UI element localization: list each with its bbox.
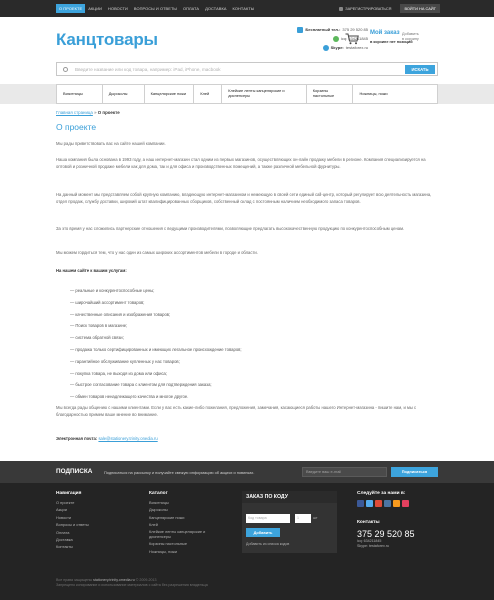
breadcrumb-separator: » [94, 110, 97, 115]
email-label: Электронная почта: [56, 436, 98, 441]
subscribe-email-input[interactable]: Введите ваш e-mail [302, 467, 387, 477]
feedback-paragraph: Мы всегда рады общению с нашими клиентами. Если у вас есть какие-либо пожелания, предложения, замечания, касающиеся работы нашего Интернет-магазина - пишите нам, и мы с благодарностью примем ваше мнение во внимание. [56, 405, 417, 418]
icq-number: icq: 634211845 [340, 36, 368, 41]
company-paragraph: На данный момент мы представляем собой крупную компанию, владеющую интернет-магазином и немеющую в своей сети единый call-центр, который регулирует всю деятельность магазина, отдел продаж, службу доставки, широкий штат квалифицированных сборщиков, собственный склад с постоянным наличием необходимого запаса товаров. [56, 192, 432, 205]
list-item: — широчайший ассортимент товаров; [70, 297, 440, 309]
services-list [70, 285, 440, 403]
cart-status: в корзине нет позиций [370, 40, 413, 44]
intro-paragraph: Мы рады приветствовать вас на сайте нашей компании. [56, 141, 166, 146]
register-label: ЗАРЕГИСТРИРОВАТЬСЯ [345, 6, 392, 11]
footer [0, 483, 494, 600]
odnoklassniki-icon[interactable] [393, 500, 400, 507]
list-item: — гарантийное обслуживание купленных у нас товаров; [70, 356, 440, 368]
footer-nav-payment[interactable]: Оплата [56, 529, 70, 535]
social-title: Следуйте за нами в: [357, 491, 406, 496]
google-plus-icon[interactable] [375, 500, 382, 507]
footer-catalog-title: Каталог [149, 491, 168, 496]
search-icon [63, 67, 68, 72]
topnav-item-news[interactable]: НОВОСТИ [108, 6, 128, 11]
product-code-input[interactable]: Код товара [246, 514, 290, 523]
header [0, 17, 494, 84]
services-heading: На нашем сайте к вашим услугам: [56, 268, 127, 273]
footer-nav-faq[interactable]: Вопросы и ответы [56, 522, 89, 528]
partners-paragraph: За это время у нас сложились партнерские отношения с ведущими производителями, позволяющие предлагать высококачественную продукцию по конкурентоспособным ценам. [56, 226, 405, 231]
login-button[interactable]: ВОЙТИ НА САЙТ [400, 4, 440, 13]
footer-nav-title: Навигация [56, 491, 82, 496]
topnav-item-promotions[interactable]: АКЦИИ [88, 6, 103, 11]
topnav-item-delivery[interactable]: ДОСТАВКА [205, 6, 227, 11]
footer-cat-desk-baskets[interactable]: Корзины настольные [149, 541, 188, 547]
footer-cat-glue[interactable]: Клей [149, 522, 158, 528]
footer-nav-delivery[interactable]: Доставка [56, 537, 73, 543]
top-nav [56, 4, 257, 13]
site-logo[interactable]: Канцтовары [56, 30, 158, 49]
category-desk-baskets[interactable]: Корзины настольные [307, 85, 354, 103]
list-item: — обмен товаров ненадлежащего качества и многое другое. [70, 391, 440, 403]
copyright [56, 578, 208, 588]
footer-nav-news[interactable]: Новости [56, 514, 72, 520]
cart-hint-line1: Добавить [402, 32, 419, 36]
subscribe-bar [0, 461, 494, 483]
social-icons [357, 500, 411, 507]
footer-cat-office-knives[interactable]: Канцелярские ножи [149, 514, 185, 520]
social-block [357, 491, 411, 507]
skype-name: testaforex.ru [345, 45, 368, 50]
subscribe-title: ПОДПИСКА [56, 468, 93, 475]
footer-nav-contacts[interactable]: Контакты [56, 544, 73, 550]
icq-icon [333, 36, 339, 42]
list-item: — продажа только сертифицированных и имеющих легальное происхождение товаров; [70, 344, 440, 356]
subscribe-button[interactable]: Подписаться [391, 467, 438, 477]
main-content [0, 104, 494, 461]
skype-label: Skype: [330, 45, 344, 50]
facebook-icon[interactable] [357, 500, 364, 507]
cart-title[interactable]: Мой заказ [370, 30, 400, 36]
footer-catalog [149, 491, 227, 555]
order-by-code [242, 491, 337, 553]
footer-cat-hole-punches[interactable]: Дыроколы [149, 507, 168, 513]
footer-nav [56, 491, 89, 551]
page-title: О проекте [56, 122, 97, 132]
category-glue[interactable]: Клей [194, 85, 222, 103]
order-title: ЗАКАЗ ПО КОДУ [242, 491, 337, 503]
list-item: — качественные описания и изображения товаров; [70, 309, 440, 321]
footer-cat-adhesive-tapes[interactable]: Клейкие ленты канцелярские и диспенсеры [149, 529, 206, 539]
topnav-item-faq[interactable]: ВОПРОСЫ И ОТВЕТЫ [133, 6, 177, 11]
user-icon [339, 7, 343, 11]
breadcrumb [56, 110, 120, 115]
email-link[interactable]: sale@stationery.trinity.onedia.ru [98, 436, 158, 441]
list-item: — быстрое согласование товара с клиентом для подтверждения заказа; [70, 379, 440, 391]
phone-icon [297, 27, 303, 33]
category-scissors[interactable]: Ножницы, ножи [359, 90, 388, 96]
footer-nav-promotions[interactable]: Акции [56, 507, 67, 513]
copyright-years: © 2009-2013 [135, 578, 157, 582]
cart-icon[interactable] [345, 33, 359, 45]
topnav-item-contacts[interactable]: КОНТАКТЫ [232, 6, 255, 11]
topnav-item-about[interactable]: О ПРОЕКТЕ [56, 4, 85, 13]
history-paragraph: Наша компания была основана в 1993 году, а наш интернет-магазин стал одним из первых магазинов, осуществляющих он-лайн продажу мебели в регионе. Компания специализируется на оптовой и розничной продаже мебели как для дома, так и для офиса и производственных помещений, а также различной мебельной фурнитуры. [56, 157, 426, 170]
vk-icon[interactable] [384, 500, 391, 507]
category-business-card-holders[interactable]: Визитницы [57, 85, 103, 103]
copyright-line2: Запрещено копирование и использование материалов с сайта без разрешения владельца [56, 583, 208, 588]
email-line [56, 435, 438, 442]
footer-contacts-title: Контакты [357, 520, 380, 525]
quantity-input[interactable]: 1 [295, 514, 311, 523]
category-adhesive-tapes[interactable]: Клейкие ленты канцелярские и диспенсеры [222, 85, 307, 103]
topnav-item-payment[interactable]: ОПЛАТА [182, 6, 200, 11]
footer-nav-about[interactable]: О проекте [56, 500, 75, 505]
search-bar [56, 62, 438, 76]
list-item: — система обратной связи; [70, 332, 440, 344]
cart-hint-line2: в корзину [402, 36, 419, 41]
register-link[interactable] [336, 4, 394, 13]
breadcrumb-home[interactable]: Главная страница [56, 110, 93, 115]
breadcrumb-current: О проекте [97, 110, 120, 115]
category-hole-punches[interactable]: Дыроколы [103, 85, 145, 103]
search-button[interactable]: ИСКАТЬ [405, 65, 435, 74]
account-links [336, 4, 440, 13]
phone-number: 375 29 520 85 [342, 27, 368, 32]
footer-contacts [357, 520, 415, 548]
category-bar [56, 84, 438, 104]
quantity-unit: шт [313, 516, 318, 520]
list-item: — покупка товара, не выходя из дома или офиса; [70, 368, 440, 380]
assortment-paragraph: Мы можем гордиться тем, что у нас один из самых широких ассортиментов мебели в городе и области. [56, 250, 258, 255]
order-from-list-link[interactable]: Добавить из списка кодов [246, 542, 290, 546]
footer-phone: 375 29 520 85 [357, 529, 415, 539]
footer-skype: Skype: testaforex.ru [357, 543, 389, 548]
list-item: — реальные и конкурентоспособные цены; [70, 285, 440, 297]
search-input[interactable]: Введите название или код товара, например: iPad, iPhone, macbook [75, 67, 221, 72]
cart-summary[interactable] [370, 30, 440, 44]
skype-icon [323, 45, 329, 51]
footer-cat-scissors[interactable]: Ножницы, ножи [149, 548, 178, 554]
copyright-site-link[interactable]: stationery.trinity.omedia.ru [93, 578, 135, 582]
twitter-icon[interactable] [366, 500, 373, 507]
list-item: — Поиск товаров в магазине; [70, 320, 440, 332]
category-office-knives[interactable]: Канцелярские ножи [145, 85, 195, 103]
order-add-button[interactable]: Добавить [246, 528, 280, 537]
instagram-icon[interactable] [402, 500, 409, 507]
copyright-prefix: Все права защищены [56, 578, 93, 582]
cart-hint [402, 32, 419, 41]
subscribe-description: Подписаться на рассылку и получайте свежую информацию об акциях и новинках. [104, 470, 255, 475]
top-bar [0, 0, 494, 17]
phone-label: Бесплатный тел.: [305, 27, 341, 32]
footer-cat-business-card-holders[interactable]: Визитницы [149, 500, 169, 505]
footer-icq: icq: 634211845 [357, 539, 382, 543]
